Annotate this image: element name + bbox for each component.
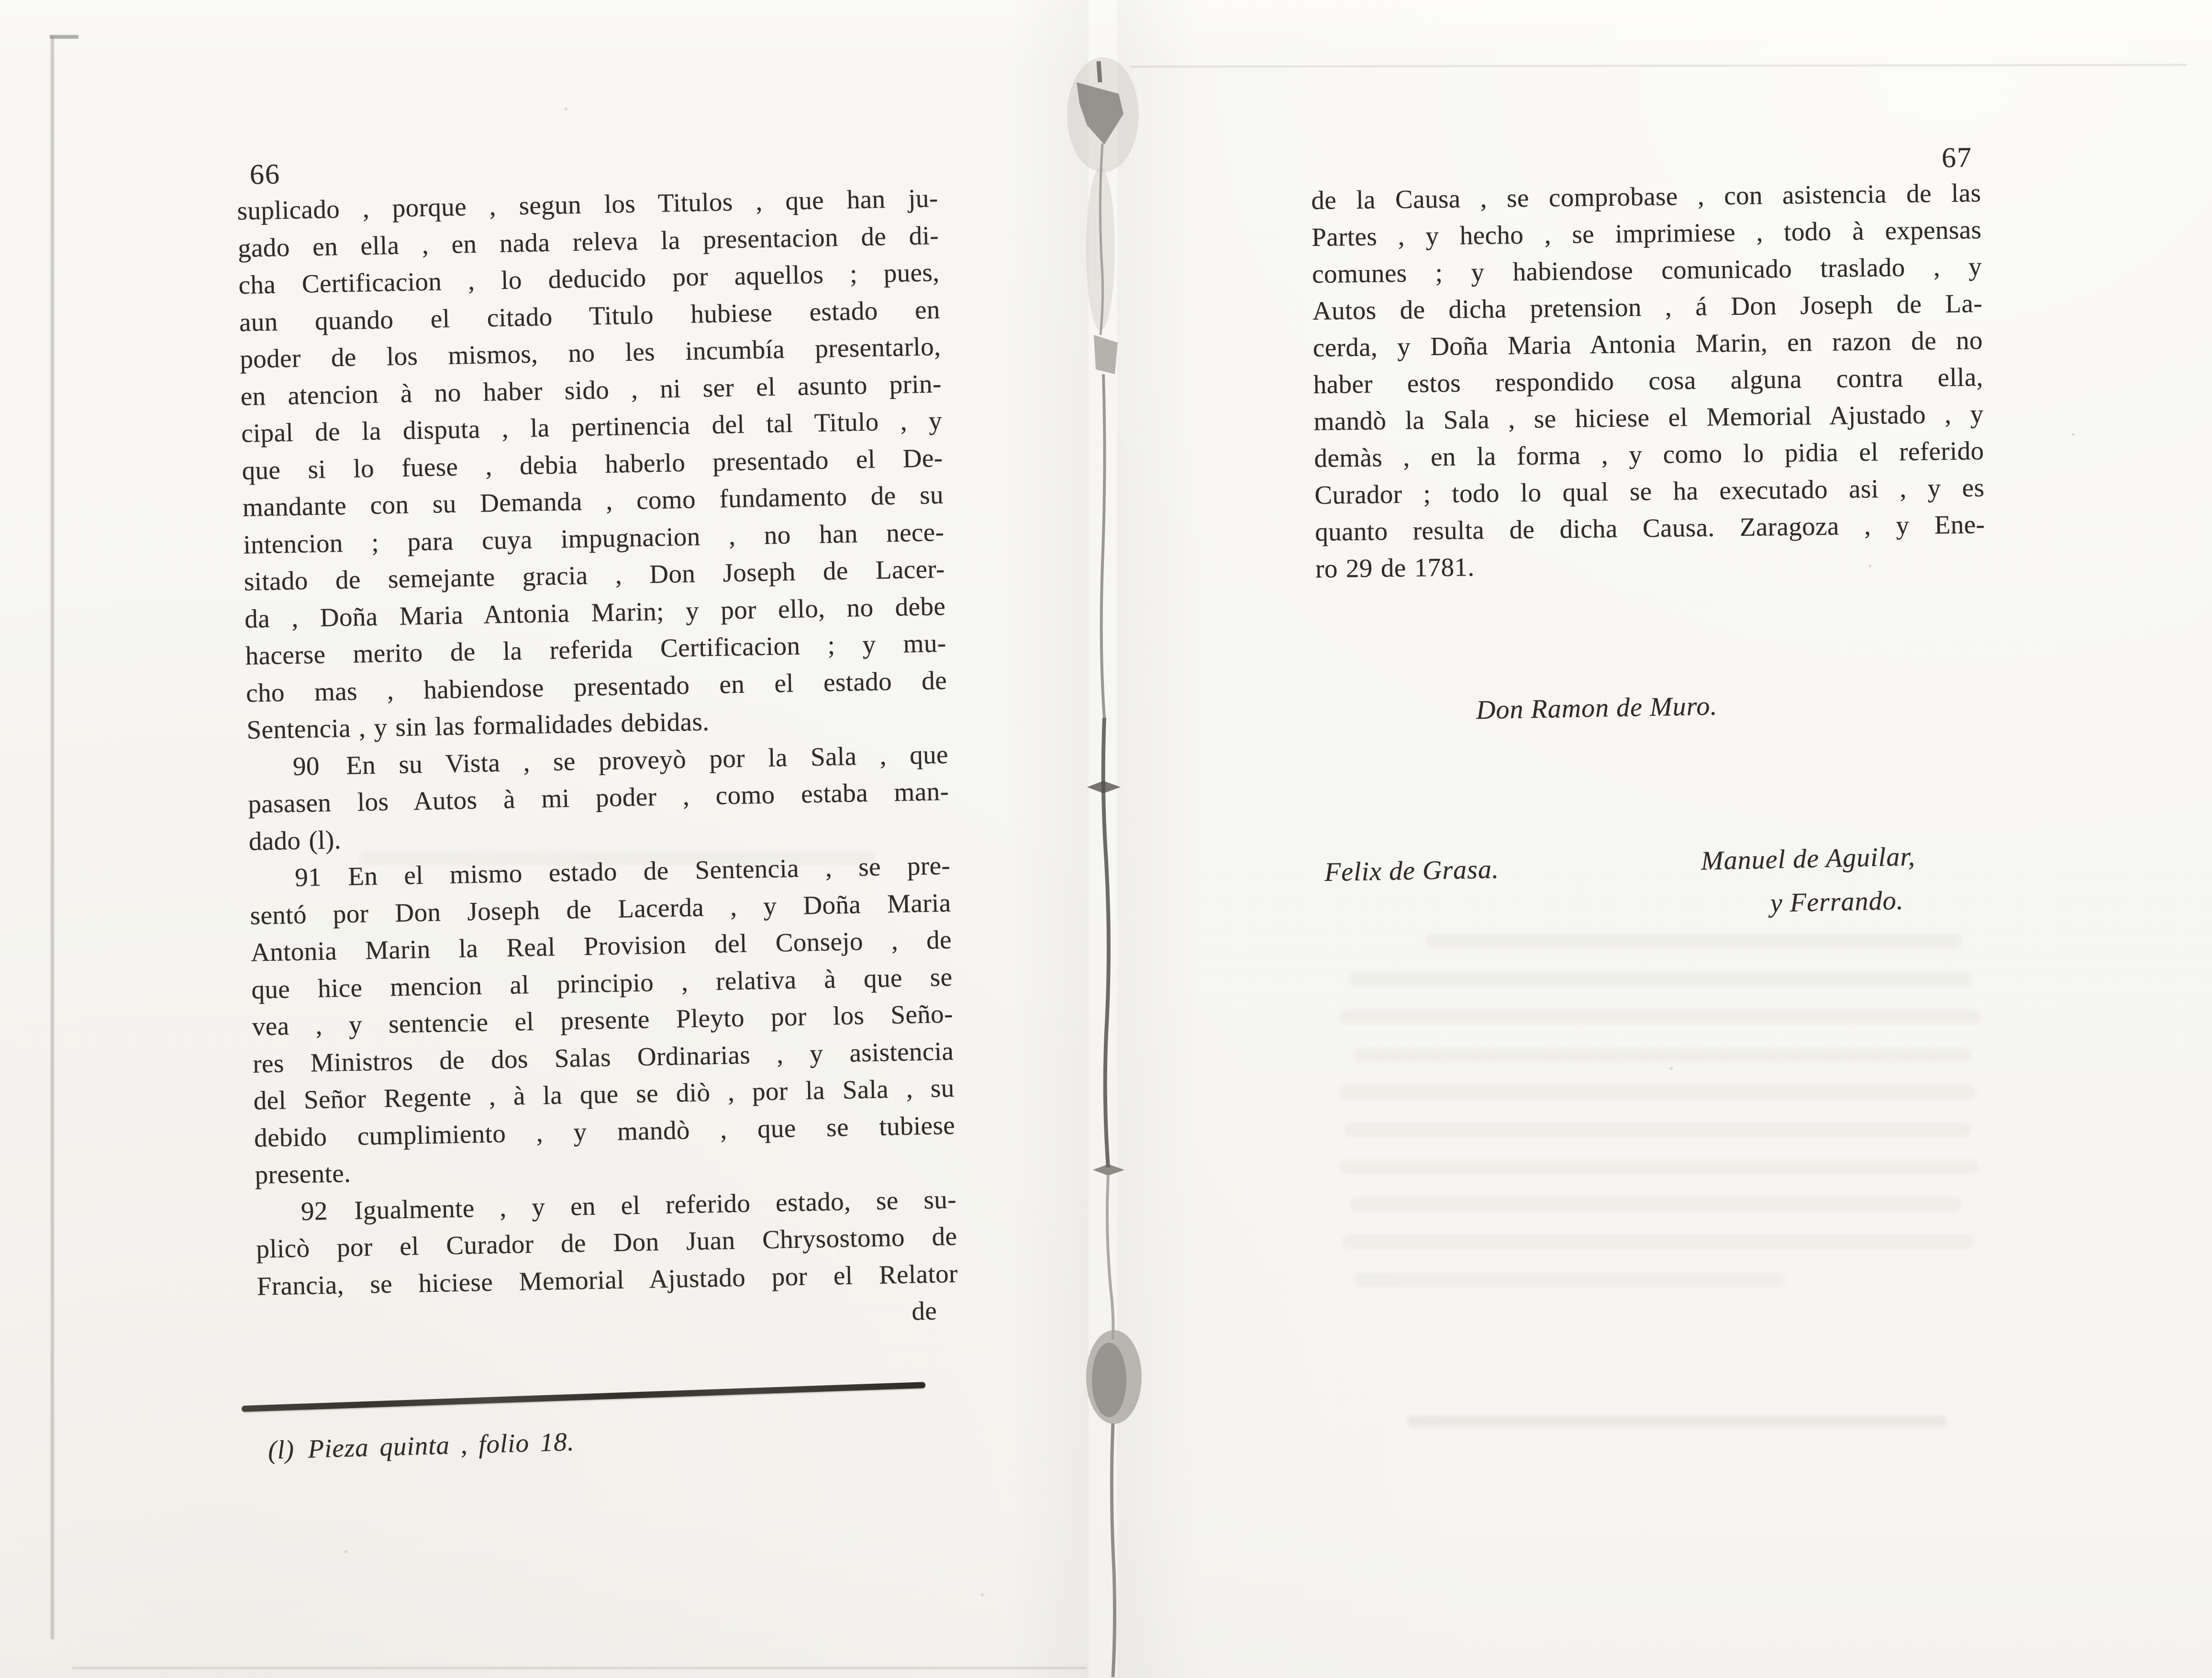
text-line: sitado de semejante gracia , Don Joseph de Lacer- bbox=[244, 554, 945, 596]
text-line: Antonia Marin la Real Provision del Consejo , de bbox=[250, 924, 952, 967]
binding-gutter-streak bbox=[1005, 0, 1244, 1678]
signature-felix-de-grasa: Felix de Grasa. bbox=[1324, 854, 1500, 888]
signature-relator: Don Ramon de Muro. bbox=[1476, 691, 1718, 725]
page-number-left: 66 bbox=[249, 158, 281, 190]
text-line-paragraph-91: 91 En el mismo estado de Sentencia , se pre- bbox=[294, 850, 951, 892]
text-line: hacerse merito de la referida Certificacion ; y mu- bbox=[245, 628, 947, 670]
bleedthrough-line bbox=[1345, 1122, 1971, 1137]
text-line: cha Certificacion , lo deducido por aquellos ; pues, bbox=[238, 257, 940, 300]
text-line: debido cumplimiento , y mandò , que se tubiese bbox=[254, 1110, 956, 1153]
text-line: dado (l). bbox=[248, 824, 342, 856]
bleedthrough-line bbox=[1340, 1010, 1981, 1024]
text-line: intencion ; para cuya impugnacion , no han nece- bbox=[243, 517, 945, 559]
text-line: poder de los mismos, no les incumbía presentarlo, bbox=[239, 332, 941, 374]
bleedthrough-footnote bbox=[1407, 1415, 1947, 1428]
footnote-text: (l) Pieza quinta , folio 18. bbox=[267, 1427, 575, 1465]
text-line: sentó por Don Joseph de Lacerda , y Doña Maria bbox=[250, 888, 952, 930]
text-line: aun quando el citado Titulo hubiese estado en bbox=[239, 294, 941, 337]
text-line: pasasen los Autos à mi poder , como estaba man- bbox=[247, 776, 949, 819]
page-edge-tick bbox=[50, 35, 78, 39]
text-line: Partes , y hecho , se imprimiese , todo à expensas bbox=[1311, 215, 1982, 252]
text-line: que hice mencion al principio , relativa à que se bbox=[251, 962, 953, 1004]
page-number-right: 67 bbox=[1941, 141, 1973, 174]
text-line: cerda, y Doña Maria Antonia Marin, en razon de no bbox=[1312, 325, 1983, 362]
bottom-edge-line bbox=[72, 1667, 1086, 1669]
signature-manuel-de-aguilar-line2: y Ferrando. bbox=[1770, 886, 1904, 918]
text-line: del Señor Regente , à la que se diò , por la Sala , su bbox=[253, 1073, 955, 1115]
text-line: Curador ; todo lo qual se ha executado asi , y es bbox=[1314, 473, 1985, 510]
bleedthrough-line bbox=[1354, 1048, 1971, 1062]
dust-speck bbox=[345, 1550, 347, 1553]
text-line: que si lo fuese , debia haberlo presentado el De- bbox=[242, 443, 943, 485]
bleedthrough-line bbox=[1340, 1160, 1979, 1174]
text-line: ro 29 de 1781. bbox=[1315, 552, 1475, 583]
text-line-paragraph-92: 92 Igualmente , y en el referido estado, se su- bbox=[300, 1184, 957, 1226]
text-line: haber estos respondido cosa alguna contra ella, bbox=[1313, 362, 1984, 399]
text-line: res Ministros de dos Salas Ordinarias , y asistencia bbox=[252, 1036, 954, 1078]
signature-manuel-de-aguilar-line1: Manuel de Aguilar, bbox=[1701, 842, 1916, 876]
left-page-edge-line bbox=[51, 36, 54, 1639]
text-line: suplicado , porque , segun los Titulos , que han ju- bbox=[237, 183, 939, 225]
bleedthrough-line bbox=[1342, 1234, 1974, 1249]
text-line: presente. bbox=[255, 1158, 351, 1189]
dust-speck bbox=[981, 1593, 984, 1596]
bleedthrough-line bbox=[1349, 1197, 1962, 1211]
bleedthrough-line bbox=[1426, 934, 1962, 948]
text-line: Francia, se hiciese Memorial Ajustado por el Relator bbox=[256, 1258, 958, 1301]
footnote-rule bbox=[242, 1382, 926, 1412]
text-line: de la Causa , se comprobase , con asistencia de las bbox=[1311, 178, 1981, 215]
dust-speck bbox=[1670, 1067, 1673, 1070]
text-line: en atencion à no haber sido , ni ser el asunto prin- bbox=[240, 368, 942, 411]
text-line: da , Doña Maria Antonia Marin; y por ello, no debe bbox=[244, 591, 946, 633]
dust-speck bbox=[2072, 433, 2075, 436]
left-page-text-block bbox=[237, 179, 959, 1342]
text-line: gado en ella , en nada releva la presentacion de di- bbox=[237, 220, 939, 263]
text-line: demàs , en la forma , y como lo pidia el referido bbox=[1314, 436, 1984, 473]
text-line: mandante con su Demanda , como fundamento de su bbox=[242, 480, 944, 522]
top-edge-line bbox=[1129, 64, 2187, 67]
bleedthrough-line bbox=[1349, 972, 1971, 987]
text-line: comunes ; y habiendose comunicado traslado , y bbox=[1312, 252, 1982, 289]
text-line: Autos de dicha pretension , á Don Joseph de La- bbox=[1312, 289, 1983, 325]
text-line: quanto resulta de dicha Causa. Zaragoza , y Ene- bbox=[1314, 510, 1985, 546]
catchword: de bbox=[911, 1296, 937, 1326]
bleedthrough-line bbox=[1340, 1085, 1976, 1100]
bleedthrough-line bbox=[1354, 1273, 1785, 1287]
text-line: vea , y sentencie el presente Pleyto por los Seño- bbox=[252, 999, 954, 1041]
text-line: cho mas , habiendose presentado en el estado de bbox=[245, 665, 947, 708]
text-line-paragraph-90: 90 En su Vista , se proveyò por la Sala , que bbox=[292, 739, 949, 781]
text-line: plicò por el Curador de Don Juan Chrysostomo de bbox=[256, 1221, 957, 1264]
dust-speck bbox=[565, 108, 567, 111]
text-line: mandò la Sala , se hiciese el Memorial Ajustado , y bbox=[1313, 399, 1984, 436]
text-line: Sentencia , y sin las formalidades debidas. bbox=[246, 707, 710, 745]
right-page-text-block bbox=[1311, 174, 1986, 587]
text-line: cipal de la disputa , la pertinencia del tal Titulo , y bbox=[241, 406, 943, 448]
